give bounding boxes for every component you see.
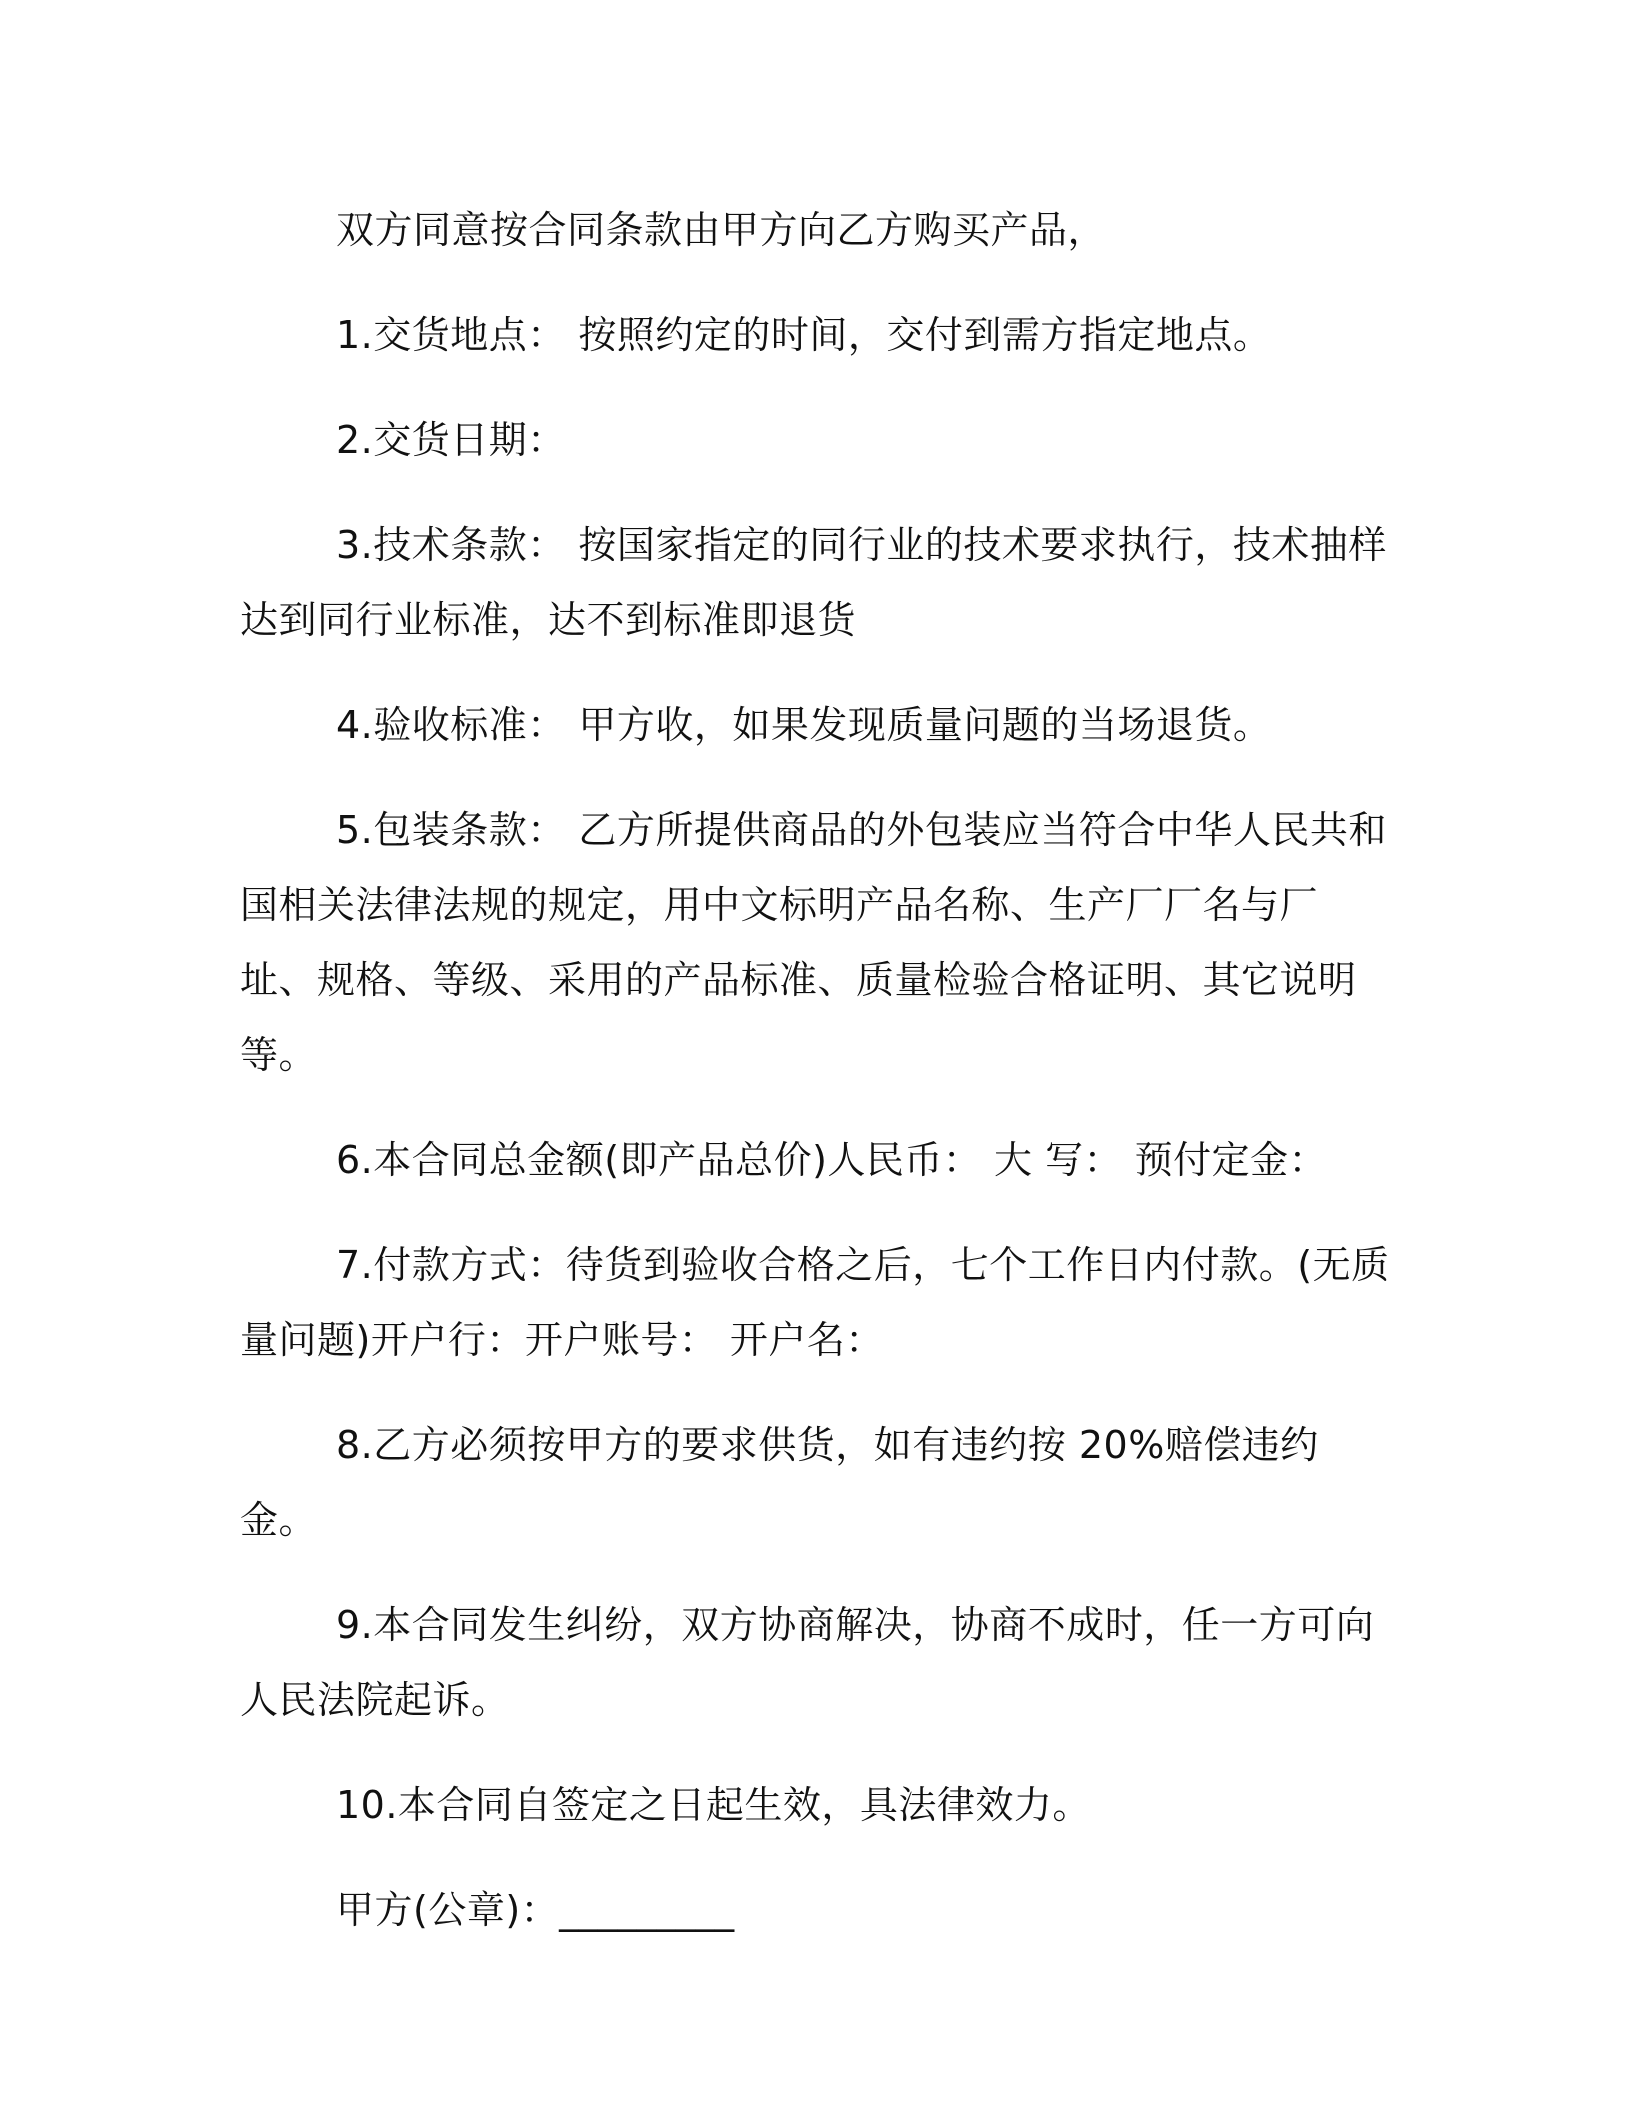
clause-dispute-resolution: 9.本合同发生纠纷，双方协商解决，协商不成时，任一方可向人民法院起诉。 (240, 1603, 1375, 1722)
clause-effective-date: 10.本合同自签定之日起生效，具法律效力。 (336, 1783, 1091, 1827)
clause-packaging-terms: 5.包装条款： 乙方所提供商品的外包装应当符合中华人民共和国相关法律法规的规定，用中文标明产品名称、生产厂厂名与厂址、规格、等级、采用的产品标准、质量检验合格证明、其它说明等。 (240, 808, 1387, 1077)
clause-delivery-location: 1.交货地点： 按照约定的时间，交付到需方指定地点。 (336, 313, 1272, 357)
clause-payment-method: 7.付款方式：待货到验收合格之后，七个工作日内付款。(无质量问题)开户行：开户账号： 开户名： (240, 1243, 1390, 1362)
contract-body (240, 193, 1392, 1948)
clause-total-amount: 6.本合同总金额(即产品总价)人民币： 大 写： 预付定金： (336, 1138, 1328, 1182)
clause-delivery-date: 2.交货日期： (336, 418, 566, 462)
clause-technical-terms: 3.技术条款： 按国家指定的同行业的技术要求执行，技术抽样达到同行业标准，达不到标准即退货 (240, 523, 1387, 642)
clause-breach-penalty: 8.乙方必须按甲方的要求供货，如有违约按 20%赔偿违约金。 (240, 1423, 1319, 1542)
clause-acceptance-standard: 4.验收标准： 甲方收，如果发现质量问题的当场退货。 (336, 703, 1272, 747)
intro-paragraph: 双方同意按合同条款由甲方向乙方购买产品， (336, 208, 1107, 252)
party-a-seal-line: 甲方(公章)：_________ (336, 1888, 735, 1932)
